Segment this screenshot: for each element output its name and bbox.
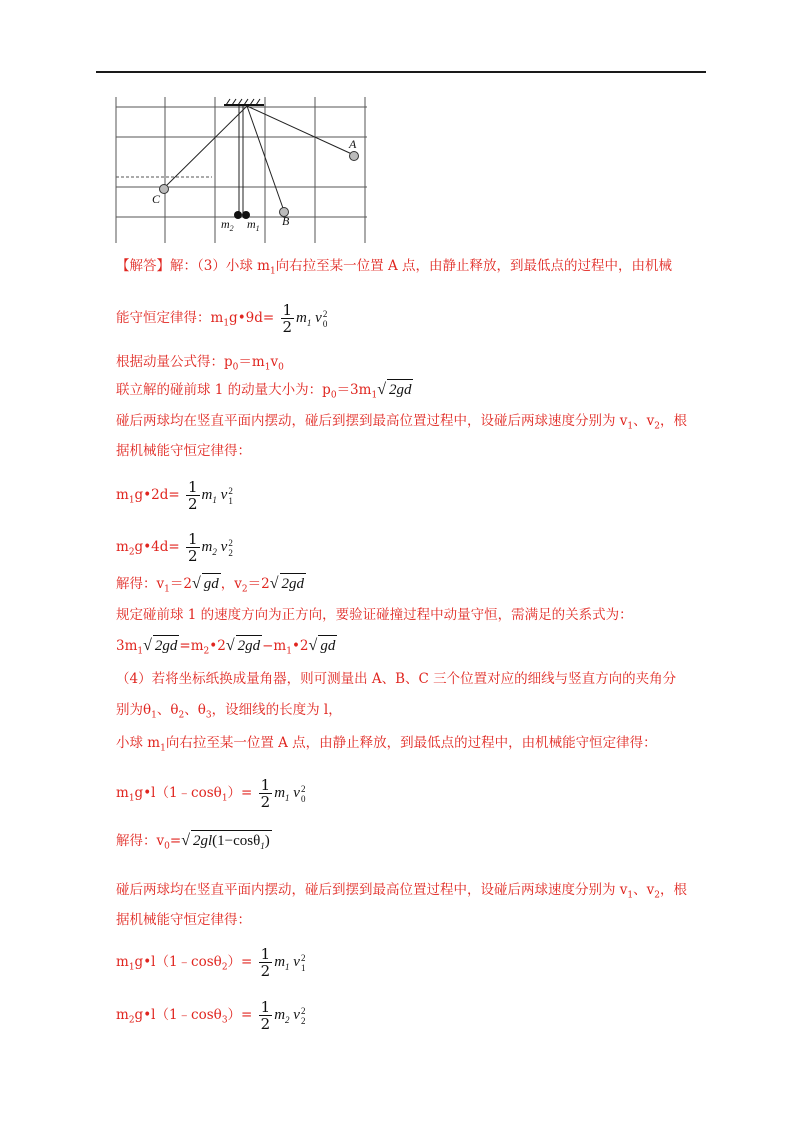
label-a: A (349, 137, 357, 151)
momentum-def: 根据动量公式得：$p_0=m_1v_0$ (116, 354, 284, 373)
label-b: B (282, 214, 290, 228)
header-rule (96, 71, 706, 73)
conservation-eq: $3m_1√$ $2gd =m_2•2√$ $2gd -m_1•2√$ gd (116, 637, 336, 657)
label-c: C (152, 192, 161, 206)
label-m2: $m_2$ (221, 217, 234, 233)
energy-eq-4: $m_1g•l(1﹣\cos\theta_1)=$ $\frac{1}{2}$ $m_1$ v 2 0 (116, 776, 306, 811)
pendulum-figure (112, 95, 382, 245)
answer-line-18: 据机械能守恒定律得： (116, 912, 251, 928)
answer-line-14: 小球 $m_1$向右拉至某一位置 A 点，由静止释放，到最低点的过程中，由机械能守恒定律得： (116, 735, 657, 754)
ball-a (350, 152, 359, 161)
ball-c (160, 185, 169, 194)
velocity-result: 解得：$v_1=2√$ gd ，$v_2=2√$ 2gd (116, 575, 304, 595)
answer-line-5: 碰后两球均在竖直平面内摆动，碰后到摆到最高位置过程中，设碰后两球速度分别为 $v_1$、$v_2$，根 (116, 413, 688, 432)
answer-line-13: 别为$\theta_1$、$\theta_2$、$\theta_3$，设细线的长度为 l， (116, 702, 342, 721)
string-c (164, 106, 247, 188)
energy-eq-6: $m_2g•l(1﹣\cos\theta_3)=$ $\frac{1}{2}$ $m_2$ v 2 2 (116, 998, 306, 1033)
energy-eq-2: $m_1g•2d=$ $\frac{1}{2}$ $m_1$ v 2 1 (116, 478, 233, 513)
answer-line-1: 【解答】解：（3）小球 $m_1$向右拉至某一位置 A 点，由静止释放，到最低点的过程中，由机械 (116, 258, 673, 277)
energy-eq-3: $m_2g•4d=$ $\frac{1}{2}$ $m_2$ v 2 2 (116, 530, 233, 565)
answer-line-17: 碰后两球均在竖直平面内摆动，碰后到摆到最高位置过程中，设碰后两球速度分别为 $v_1$、$v_2$，根 (116, 882, 688, 901)
answer-line-10: 规定碰前球 1 的速度方向为正方向，要验证碰撞过程中动量守恒，需满足的关系式为： (116, 607, 633, 623)
label-m1: $m_1$ (247, 217, 260, 233)
answer-line-6: 据机械能守恒定律得： (116, 443, 251, 459)
energy-eq-1: 能守恒定律得：$m_1g•9d=$ $\frac{1}{2}$ $m_1$ v 2 0 (116, 301, 328, 336)
ball-m2 (234, 211, 242, 219)
energy-eq-5: $m_1g•l(1﹣\cos\theta_2)=$ $\frac{1}{2}$ $m_1$ v 2 1 (116, 945, 306, 980)
answer-line-12: （4）若将坐标纸换成量角器，则可测量出 A、B、C 三个位置对应的细线与竖直方向的夹角分 (116, 671, 677, 687)
velocity-v0: 解得：$v_0=√$ 2gl(1−cosθ$_1$) (116, 830, 272, 857)
momentum-result: 联立解的碰前球 1 的动量大小为：$p_0=3m_1√$ 2gd (116, 381, 412, 401)
string-a (247, 106, 354, 155)
